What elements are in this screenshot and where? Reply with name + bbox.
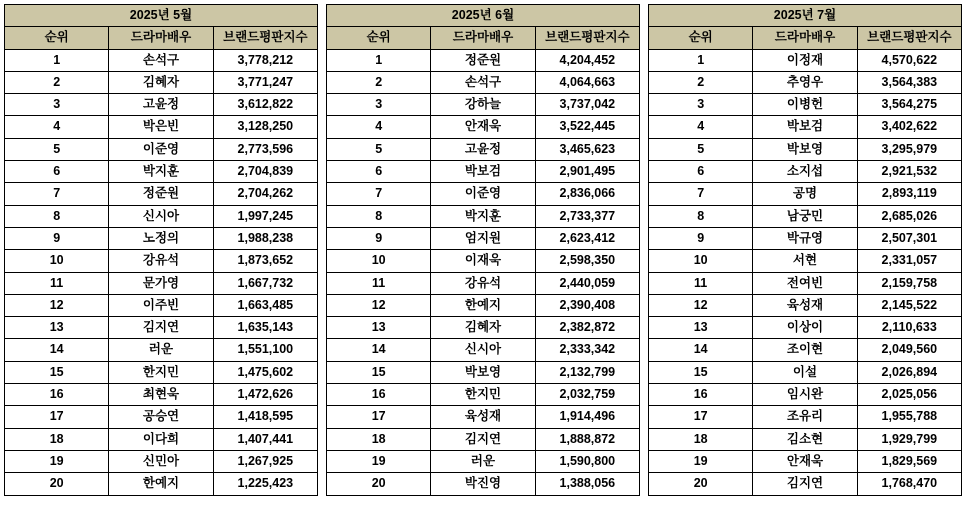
cell-score: 3,564,383 — [857, 71, 961, 93]
table-row — [327, 250, 640, 272]
table-row — [649, 227, 962, 249]
cell-name: 엄지원 — [431, 227, 535, 249]
cell-name: 김소현 — [753, 428, 857, 450]
cell-name: 이재욱 — [431, 250, 535, 272]
table-row — [5, 205, 318, 227]
table-row — [649, 450, 962, 472]
cell-score: 3,522,445 — [535, 116, 639, 138]
cell-name: 이다희 — [109, 428, 213, 450]
cell-rank: 10 — [649, 250, 753, 272]
table-row — [5, 384, 318, 406]
cell-rank: 14 — [5, 339, 109, 361]
cell-score: 2,390,408 — [535, 294, 639, 316]
cell-score: 1,955,788 — [857, 406, 961, 428]
cell-score: 2,704,839 — [213, 161, 317, 183]
cell-name: 김지연 — [431, 428, 535, 450]
cell-score: 2,507,301 — [857, 227, 961, 249]
cell-rank: 11 — [649, 272, 753, 294]
cell-name: 손석구 — [109, 49, 213, 71]
ranking-block-june — [326, 4, 640, 502]
cell-name: 이준영 — [431, 183, 535, 205]
cell-name: 박보영 — [753, 138, 857, 160]
cell-name: 박지훈 — [431, 205, 535, 227]
table-row — [327, 428, 640, 450]
cell-name: 이준영 — [109, 138, 213, 160]
cell-rank: 18 — [649, 428, 753, 450]
cell-name: 이주빈 — [109, 294, 213, 316]
cell-score: 2,598,350 — [535, 250, 639, 272]
cell-rank: 12 — [5, 294, 109, 316]
cell-rank: 3 — [5, 94, 109, 116]
column-header-score: 브랜드평판지수 — [535, 27, 639, 49]
cell-score: 2,331,057 — [857, 250, 961, 272]
cell-rank: 15 — [327, 361, 431, 383]
cell-name: 신시아 — [109, 205, 213, 227]
cell-name: 안재욱 — [431, 116, 535, 138]
cell-score: 1,388,056 — [535, 473, 639, 495]
cell-rank: 16 — [5, 384, 109, 406]
table-row — [5, 183, 318, 205]
cell-rank: 6 — [327, 161, 431, 183]
table-row — [649, 294, 962, 316]
cell-name: 박진영 — [431, 473, 535, 495]
table-row — [649, 94, 962, 116]
cell-score: 3,564,275 — [857, 94, 961, 116]
cell-name: 이상이 — [753, 317, 857, 339]
cell-rank: 6 — [649, 161, 753, 183]
cell-score: 1,418,595 — [213, 406, 317, 428]
table-row — [5, 71, 318, 93]
cell-rank: 12 — [327, 294, 431, 316]
cell-name: 서현 — [753, 250, 857, 272]
cell-rank: 3 — [327, 94, 431, 116]
cell-score: 2,836,066 — [535, 183, 639, 205]
table-row — [649, 138, 962, 160]
table-row — [649, 473, 962, 495]
cell-rank: 5 — [649, 138, 753, 160]
cell-score: 2,704,262 — [213, 183, 317, 205]
header-row — [327, 27, 640, 49]
table-row — [5, 406, 318, 428]
cell-name: 정준원 — [431, 49, 535, 71]
ranking-table-june — [326, 4, 640, 496]
cell-name: 한예지 — [109, 473, 213, 495]
table-row — [327, 49, 640, 71]
cell-name: 이설 — [753, 361, 857, 383]
cell-score: 2,440,059 — [535, 272, 639, 294]
cell-score: 1,997,245 — [213, 205, 317, 227]
table-row — [5, 272, 318, 294]
cell-score: 1,873,652 — [213, 250, 317, 272]
cell-score: 1,663,485 — [213, 294, 317, 316]
cell-score: 3,612,822 — [213, 94, 317, 116]
cell-name: 강유석 — [431, 272, 535, 294]
cell-rank: 15 — [5, 361, 109, 383]
table-row — [327, 384, 640, 406]
cell-name: 신시아 — [431, 339, 535, 361]
cell-score: 2,893,119 — [857, 183, 961, 205]
cell-score: 2,049,560 — [857, 339, 961, 361]
cell-rank: 2 — [5, 71, 109, 93]
cell-score: 2,733,377 — [535, 205, 639, 227]
cell-rank: 18 — [5, 428, 109, 450]
header-row — [5, 27, 318, 49]
cell-score: 1,225,423 — [213, 473, 317, 495]
cell-score: 2,773,596 — [213, 138, 317, 160]
cell-rank: 3 — [649, 94, 753, 116]
block-title: 2025년 5월 — [5, 5, 318, 27]
cell-name: 조이현 — [753, 339, 857, 361]
cell-score: 1,929,799 — [857, 428, 961, 450]
cell-rank: 19 — [327, 450, 431, 472]
cell-rank: 9 — [649, 227, 753, 249]
table-row — [649, 205, 962, 227]
cell-rank: 10 — [5, 250, 109, 272]
cell-rank: 1 — [649, 49, 753, 71]
cell-score: 2,110,633 — [857, 317, 961, 339]
cell-score: 1,267,925 — [213, 450, 317, 472]
table-row — [649, 339, 962, 361]
cell-rank: 5 — [5, 138, 109, 160]
cell-rank: 5 — [327, 138, 431, 160]
cell-name: 최현욱 — [109, 384, 213, 406]
cell-rank: 13 — [5, 317, 109, 339]
cell-name: 임시완 — [753, 384, 857, 406]
table-row — [649, 272, 962, 294]
column-header-name: 드라마배우 — [753, 27, 857, 49]
table-row — [649, 116, 962, 138]
cell-rank: 17 — [649, 406, 753, 428]
table-row — [327, 161, 640, 183]
cell-score: 1,590,800 — [535, 450, 639, 472]
cell-score: 2,145,522 — [857, 294, 961, 316]
table-row — [327, 183, 640, 205]
cell-name: 신민아 — [109, 450, 213, 472]
cell-name: 박보영 — [431, 361, 535, 383]
cell-score: 2,026,894 — [857, 361, 961, 383]
table-row — [327, 406, 640, 428]
cell-score: 1,551,100 — [213, 339, 317, 361]
cell-name: 러운 — [109, 339, 213, 361]
cell-score: 2,382,872 — [535, 317, 639, 339]
cell-name: 공승연 — [109, 406, 213, 428]
cell-rank: 19 — [5, 450, 109, 472]
table-row — [5, 94, 318, 116]
table-row — [327, 339, 640, 361]
cell-rank: 2 — [327, 71, 431, 93]
cell-score: 2,132,799 — [535, 361, 639, 383]
cell-rank: 20 — [5, 473, 109, 495]
cell-name: 고윤정 — [431, 138, 535, 160]
cell-score: 3,778,212 — [213, 49, 317, 71]
table-row — [5, 317, 318, 339]
table-row — [649, 250, 962, 272]
cell-name: 이정재 — [753, 49, 857, 71]
table-row — [5, 473, 318, 495]
title-row — [5, 5, 318, 27]
column-header-score: 브랜드평판지수 — [857, 27, 961, 49]
cell-score: 1,888,872 — [535, 428, 639, 450]
cell-rank: 20 — [327, 473, 431, 495]
cell-rank: 16 — [327, 384, 431, 406]
cell-rank: 13 — [649, 317, 753, 339]
cell-name: 한지민 — [109, 361, 213, 383]
cell-score: 4,204,452 — [535, 49, 639, 71]
cell-rank: 4 — [5, 116, 109, 138]
cell-score: 4,064,663 — [535, 71, 639, 93]
cell-rank: 4 — [327, 116, 431, 138]
cell-rank: 9 — [5, 227, 109, 249]
cell-score: 2,901,495 — [535, 161, 639, 183]
table-row — [649, 406, 962, 428]
table-row — [327, 272, 640, 294]
table-row — [649, 384, 962, 406]
cell-score: 2,025,056 — [857, 384, 961, 406]
cell-name: 이병헌 — [753, 94, 857, 116]
block-spacer — [640, 4, 648, 502]
header-row — [649, 27, 962, 49]
cell-name: 김혜자 — [431, 317, 535, 339]
cell-score: 1,667,732 — [213, 272, 317, 294]
cell-score: 1,988,238 — [213, 227, 317, 249]
cell-score: 3,465,623 — [535, 138, 639, 160]
cell-name: 강유석 — [109, 250, 213, 272]
cell-name: 소지섭 — [753, 161, 857, 183]
table-row — [327, 116, 640, 138]
cell-score: 2,921,532 — [857, 161, 961, 183]
table-row — [649, 428, 962, 450]
table-row — [649, 183, 962, 205]
cell-score: 1,472,626 — [213, 384, 317, 406]
cell-rank: 15 — [649, 361, 753, 383]
column-header-rank: 순위 — [327, 27, 431, 49]
cell-name: 강하늘 — [431, 94, 535, 116]
table-row — [327, 361, 640, 383]
cell-name: 육성재 — [753, 294, 857, 316]
cell-name: 추영우 — [753, 71, 857, 93]
cell-name: 문가영 — [109, 272, 213, 294]
column-header-name: 드라마배우 — [431, 27, 535, 49]
cell-score: 1,829,569 — [857, 450, 961, 472]
cell-rank: 8 — [5, 205, 109, 227]
cell-score: 3,295,979 — [857, 138, 961, 160]
cell-score: 1,768,470 — [857, 473, 961, 495]
table-row — [327, 71, 640, 93]
cell-rank: 8 — [327, 205, 431, 227]
cell-score: 1,407,441 — [213, 428, 317, 450]
table-row — [5, 138, 318, 160]
cell-rank: 1 — [327, 49, 431, 71]
title-row — [327, 5, 640, 27]
cell-rank: 8 — [649, 205, 753, 227]
cell-name: 박규영 — [753, 227, 857, 249]
cell-name: 박은빈 — [109, 116, 213, 138]
cell-name: 고윤정 — [109, 94, 213, 116]
cell-score: 1,914,496 — [535, 406, 639, 428]
cell-name: 한예지 — [431, 294, 535, 316]
ranking-table-july — [648, 4, 962, 496]
cell-name: 공명 — [753, 183, 857, 205]
cell-name: 조유리 — [753, 406, 857, 428]
table-row — [5, 227, 318, 249]
cell-rank: 7 — [649, 183, 753, 205]
cell-rank: 12 — [649, 294, 753, 316]
cell-score: 3,737,042 — [535, 94, 639, 116]
cell-name: 육성재 — [431, 406, 535, 428]
table-row — [5, 49, 318, 71]
cell-name: 남궁민 — [753, 205, 857, 227]
title-row — [649, 5, 962, 27]
cell-score: 1,475,602 — [213, 361, 317, 383]
table-row — [327, 227, 640, 249]
block-title: 2025년 6월 — [327, 5, 640, 27]
table-row — [5, 161, 318, 183]
cell-name: 박보검 — [753, 116, 857, 138]
cell-score: 3,402,622 — [857, 116, 961, 138]
cell-rank: 2 — [649, 71, 753, 93]
cell-rank: 20 — [649, 473, 753, 495]
table-row — [327, 450, 640, 472]
cell-rank: 1 — [5, 49, 109, 71]
table-row — [5, 116, 318, 138]
table-row — [327, 317, 640, 339]
cell-score: 3,128,250 — [213, 116, 317, 138]
ranking-block-july — [648, 4, 962, 502]
cell-score: 3,771,247 — [213, 71, 317, 93]
cell-score: 2,159,758 — [857, 272, 961, 294]
cell-name: 정준원 — [109, 183, 213, 205]
cell-rank: 7 — [5, 183, 109, 205]
cell-rank: 14 — [649, 339, 753, 361]
column-header-rank: 순위 — [649, 27, 753, 49]
table-row — [649, 71, 962, 93]
cell-rank: 18 — [327, 428, 431, 450]
cell-name: 전여빈 — [753, 272, 857, 294]
cell-score: 4,570,622 — [857, 49, 961, 71]
block-spacer — [318, 4, 326, 502]
cell-rank: 11 — [5, 272, 109, 294]
cell-name: 김혜자 — [109, 71, 213, 93]
table-row — [5, 294, 318, 316]
cell-rank: 19 — [649, 450, 753, 472]
cell-name: 노정의 — [109, 227, 213, 249]
cell-score: 1,635,143 — [213, 317, 317, 339]
table-row — [327, 473, 640, 495]
ranking-table-may — [4, 4, 318, 496]
cell-rank: 13 — [327, 317, 431, 339]
ranking-block-may — [4, 4, 318, 502]
cell-score: 2,032,759 — [535, 384, 639, 406]
table-row — [5, 361, 318, 383]
table-row — [327, 294, 640, 316]
column-header-score: 브랜드평판지수 — [213, 27, 317, 49]
cell-rank: 4 — [649, 116, 753, 138]
cell-name: 안재욱 — [753, 450, 857, 472]
table-row — [5, 339, 318, 361]
table-row — [649, 161, 962, 183]
cell-rank: 7 — [327, 183, 431, 205]
cell-score: 2,623,412 — [535, 227, 639, 249]
cell-score: 2,333,342 — [535, 339, 639, 361]
cell-name: 박보검 — [431, 161, 535, 183]
cell-rank: 10 — [327, 250, 431, 272]
cell-score: 2,685,026 — [857, 205, 961, 227]
cell-rank: 17 — [327, 406, 431, 428]
cell-name: 김지연 — [109, 317, 213, 339]
table-row — [327, 205, 640, 227]
cell-rank: 6 — [5, 161, 109, 183]
column-header-name: 드라마배우 — [109, 27, 213, 49]
cell-name: 한지민 — [431, 384, 535, 406]
cell-rank: 11 — [327, 272, 431, 294]
cell-rank: 17 — [5, 406, 109, 428]
table-row — [5, 250, 318, 272]
cell-name: 손석구 — [431, 71, 535, 93]
table-row — [649, 317, 962, 339]
table-row — [327, 138, 640, 160]
table-row — [5, 450, 318, 472]
cell-name: 김지연 — [753, 473, 857, 495]
cell-rank: 14 — [327, 339, 431, 361]
block-title: 2025년 7월 — [649, 5, 962, 27]
column-header-rank: 순위 — [5, 27, 109, 49]
cell-rank: 9 — [327, 227, 431, 249]
cell-name: 박지훈 — [109, 161, 213, 183]
table-row — [327, 94, 640, 116]
table-row — [649, 361, 962, 383]
cell-rank: 16 — [649, 384, 753, 406]
table-row — [5, 428, 318, 450]
table-row — [649, 49, 962, 71]
cell-name: 러운 — [431, 450, 535, 472]
